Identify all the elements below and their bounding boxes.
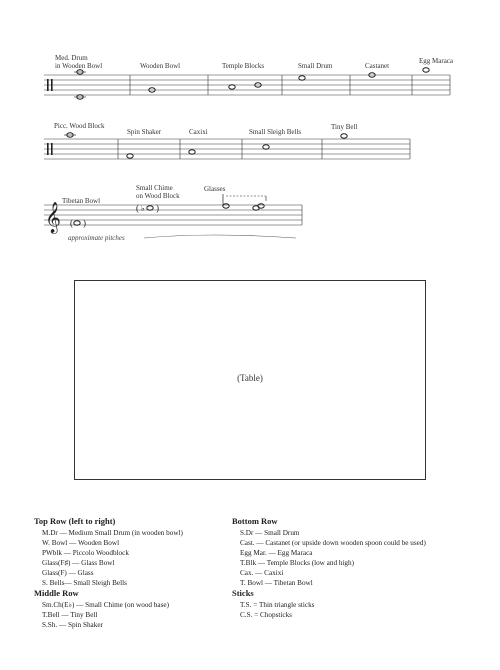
label-small-sleigh-bells: Small Sleigh Bells <box>249 128 302 136</box>
label-on-wood-block: on Wood Block <box>136 192 180 200</box>
legend-top-row <box>34 516 183 588</box>
legend-sticks <box>232 588 314 620</box>
legend-item: Glass(F♯) — Glass Bowl <box>42 559 115 567</box>
legend-item: T.Bell — Tiny Bell <box>42 611 98 619</box>
legend-item: T. Bowl — Tibetan Bowl <box>240 579 313 587</box>
legend-item: C.S. = Chopsticks <box>240 611 292 619</box>
label-egg-maraca: Egg Maraca <box>419 57 454 65</box>
label-med-drum: Med. Drum <box>55 54 88 62</box>
approx-pitch-line <box>144 235 296 238</box>
svg-text:): ) <box>156 203 159 213</box>
legend-item: T.Blk — Temple Blocks (low and high) <box>240 559 355 567</box>
label-approximate-pitches: approximate pitches <box>68 234 125 242</box>
label-castanet: Castanet <box>365 62 390 70</box>
legend-bottom-row-title: Bottom Row <box>232 516 278 526</box>
label-tibetan-bowl: Tibetan Bowl <box>62 197 101 205</box>
treble-clef: 𝄞 <box>45 202 61 233</box>
label-temple-blocks: Temple Blocks <box>222 62 265 70</box>
legend-middle-row <box>34 588 169 630</box>
legend-top-row-title: Top Row (left to right) <box>34 516 116 526</box>
flat-icon: ♭ <box>141 204 145 213</box>
legend-item: S.Sh. — Spin Shaker <box>42 621 103 629</box>
label-small-chime: Small Chime <box>136 184 173 192</box>
legend-item: W. Bowl — Wooden Bowl <box>42 539 120 547</box>
svg-text:(: ( <box>70 218 73 228</box>
table-placeholder-box <box>74 280 426 480</box>
legend-item: Cast. — Castanet (or upside down wooden spoon could be used) <box>240 539 426 547</box>
legend-item: S. Bells— Small Sleigh Bells <box>42 579 127 587</box>
legend-item: Egg Mar. — Egg Maraca <box>240 549 313 557</box>
svg-text:): ) <box>83 218 86 228</box>
legend-bottom-row <box>232 516 426 588</box>
legend-sticks-title: Sticks <box>232 588 254 598</box>
label-spin-shaker: Spin Shaker <box>127 128 162 136</box>
label-wooden-bowl: Wooden Bowl <box>140 62 181 70</box>
label-in-wooden-bowl: in Wooden Bowl <box>55 62 103 70</box>
legend-item: M.Dr — Medium Small Drum (in wooden bowl) <box>42 529 183 537</box>
label-small-drum: Small Drum <box>298 62 333 70</box>
label-picc-wood-block: Picc. Wood Block <box>54 122 105 130</box>
legend-item: Sm.Ch(E♭) — Small Chime (on wood base) <box>42 601 169 609</box>
legend-item: Cax. — Caxixi <box>240 569 284 577</box>
legend-item: T.S. = Thin triangle sticks <box>240 601 315 609</box>
legend-item: PWblk — Piccolo Woodblock <box>42 549 129 557</box>
label-tiny-bell: Tiny Bell <box>331 123 358 131</box>
label-caxixi: Caxixi <box>189 128 208 136</box>
table-placeholder-label: (Table) <box>237 373 263 383</box>
label-glasses: Glasses <box>204 185 226 193</box>
svg-text:(: ( <box>136 203 139 213</box>
legend-item: Glass(F) — Glass <box>42 569 94 577</box>
legend-item: S.Dr — Small Drum <box>240 529 300 537</box>
legend-middle-row-title: Middle Row <box>34 588 79 598</box>
